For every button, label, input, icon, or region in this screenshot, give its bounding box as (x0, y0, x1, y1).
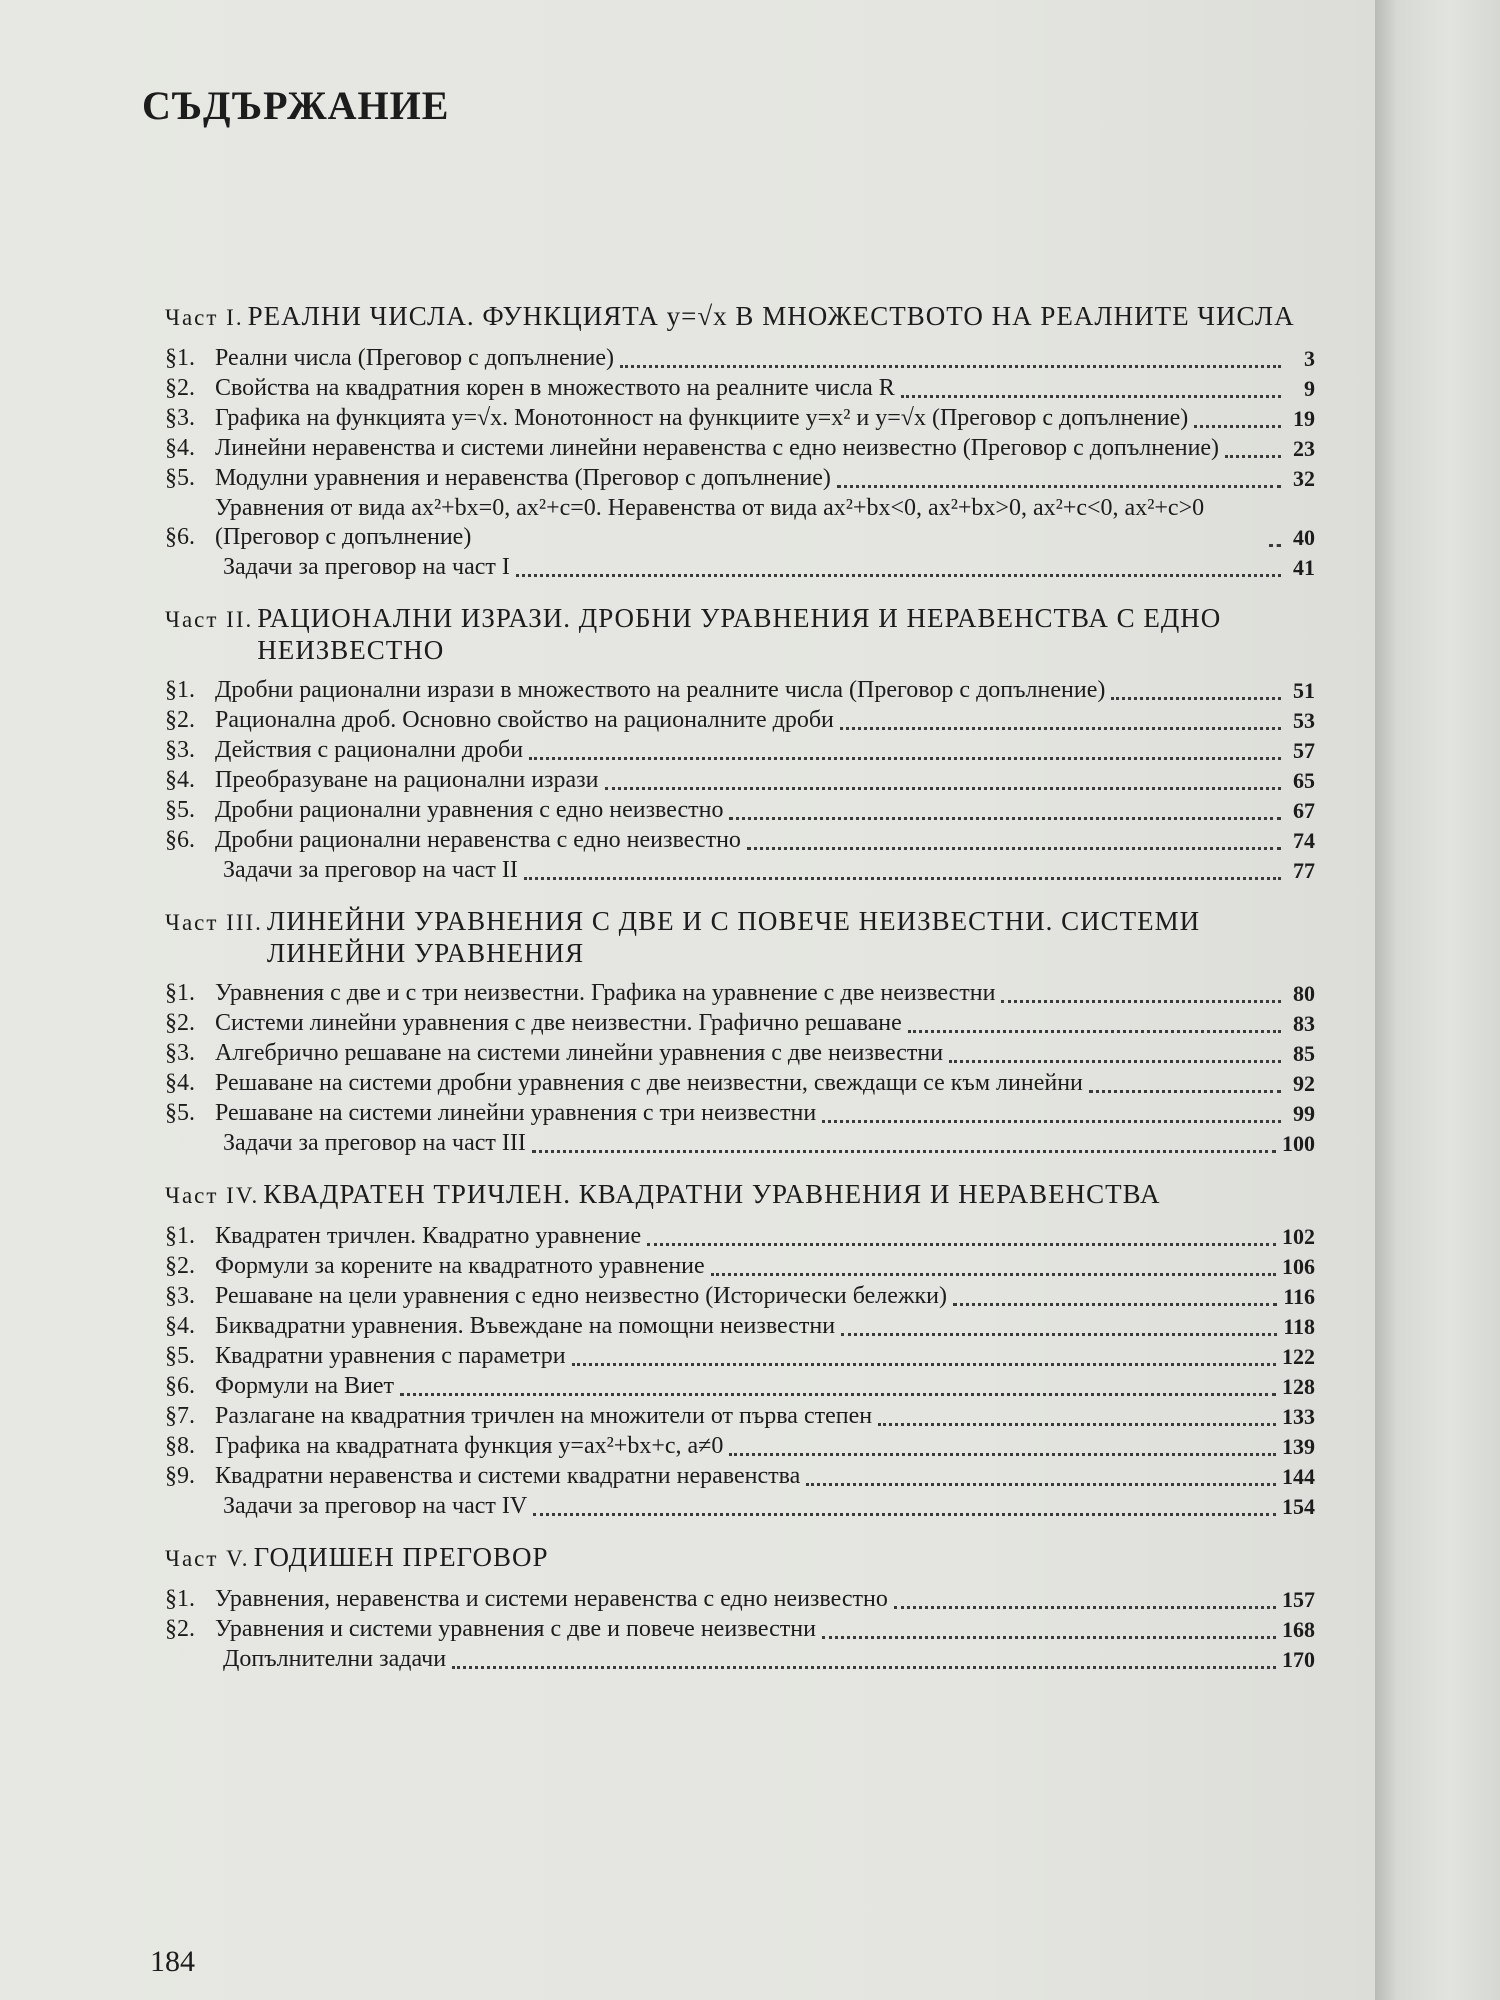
dot-leader (729, 816, 1281, 820)
section-number: §2. (165, 1253, 195, 1279)
section-title: Разлагане на квадратния тричлен на множители от първа степен (215, 1403, 873, 1429)
section-title-wrap (223, 553, 1287, 582)
section-title: Дробни рационални изрази в множеството на реалните числа (Преговор с допълнение) (215, 677, 1106, 703)
section-title-wrap (215, 676, 1287, 705)
toc-entry (165, 1222, 1315, 1251)
dot-leader (747, 846, 1281, 850)
section-title-wrap (215, 1222, 1282, 1251)
dot-leader (837, 484, 1281, 488)
section-title: Биквадратни уравнения. Въвеждане на помощни неизвестни (215, 1313, 836, 1339)
dot-leader (840, 726, 1281, 730)
section-title: Уравнения, неравенства и системи неравенства с едно неизвестно (215, 1586, 888, 1612)
section-title: Дробни рационални неравенства с едно неизвестно (215, 827, 741, 853)
section-title-wrap (223, 1645, 1282, 1674)
section-title-wrap (215, 434, 1287, 463)
section-number: §2. (165, 375, 195, 401)
toc-entry (165, 736, 1315, 765)
dot-leader (605, 786, 1282, 790)
page-ref: 154 (1282, 1494, 1315, 1519)
dot-leader (1089, 1089, 1281, 1093)
section-title-wrap (215, 766, 1287, 795)
dot-leader (806, 1482, 1276, 1486)
part-title: РЕАЛНИ ЧИСЛА. ФУНКЦИЯТА y=√x В МНОЖЕСТВОТО НА РЕАЛНИТЕ ЧИСЛА (247, 301, 1295, 331)
section-title-wrap (215, 1282, 1283, 1311)
dot-leader (1194, 424, 1281, 428)
page-number: 184 (150, 1945, 195, 1978)
section-number: §5. (165, 1100, 195, 1126)
section-number: §5. (165, 1343, 195, 1369)
page-ref: 19 (1293, 406, 1315, 431)
section-title-wrap (215, 1585, 1282, 1614)
dot-leader (822, 1635, 1276, 1639)
section-number: §3. (165, 1283, 195, 1309)
section-title-wrap (215, 826, 1287, 855)
section-title: Линейни неравенства и системи линейни неравенства с едно неизвестно (Преговор с допълнение) (215, 435, 1220, 461)
table-of-contents (165, 300, 1315, 1694)
page-ref: 116 (1283, 1284, 1315, 1309)
page-ref: 32 (1293, 466, 1315, 491)
section-title: Задачи за преговор на част IV (223, 1493, 528, 1519)
dot-leader (953, 1302, 1277, 1306)
toc-entry (165, 1009, 1315, 1038)
page-ref: 41 (1293, 555, 1315, 580)
toc-entry (165, 1585, 1315, 1614)
section-title: Квадратни уравнения с параметри (215, 1343, 566, 1369)
dot-leader (1111, 696, 1281, 700)
toc-entry (165, 1342, 1315, 1371)
page-ref: 67 (1293, 798, 1315, 823)
section-title: Задачи за преговор на част I (223, 554, 510, 580)
section-title-wrap (215, 1372, 1282, 1401)
dot-leader (841, 1332, 1277, 1336)
dot-leader (949, 1059, 1281, 1063)
toc-part (165, 300, 1315, 582)
section-number: §4. (165, 1070, 195, 1096)
section-title: Допълнителни задачи (223, 1646, 447, 1672)
toc-entry (165, 796, 1315, 825)
page-ref: 102 (1282, 1224, 1315, 1249)
part-label: Част II. (165, 607, 254, 632)
toc-entry (165, 1372, 1315, 1401)
dot-leader (647, 1242, 1276, 1246)
part-label: Част III. (165, 910, 263, 935)
page-ref: 57 (1293, 738, 1315, 763)
toc-entry (165, 1252, 1315, 1281)
section-title-wrap (215, 979, 1287, 1008)
part-label: Част IV. (165, 1183, 260, 1208)
page-ref: 9 (1304, 376, 1315, 401)
dot-leader (894, 1605, 1276, 1609)
dot-leader (620, 364, 1281, 368)
toc-entry (165, 1312, 1315, 1341)
section-title: Модулни уравнения и неравенства (Преговор с допълнение) (215, 465, 831, 491)
toc-entry (165, 434, 1315, 463)
section-title-wrap (215, 494, 1287, 552)
dot-leader (516, 573, 1281, 577)
section-title: Задачи за преговор на част II (223, 857, 518, 883)
page-ref: 77 (1293, 858, 1315, 883)
page-ref: 65 (1293, 768, 1315, 793)
section-title-wrap (215, 404, 1287, 433)
section-title-wrap (215, 1252, 1282, 1281)
page-ref: 83 (1293, 1011, 1315, 1036)
dot-leader (529, 756, 1281, 760)
section-title-wrap (215, 1462, 1282, 1491)
section-title-wrap (223, 1492, 1282, 1521)
section-title: Преобразуване на рационални изрази (215, 767, 599, 793)
dot-leader (1001, 999, 1281, 1003)
section-title: Уравнения и системи уравнения с две и повече неизвестни (215, 1616, 816, 1642)
section-title: Действия с рационални дроби (215, 737, 524, 763)
toc-entry (165, 766, 1315, 795)
toc-entry (165, 1282, 1315, 1311)
section-title-wrap (223, 856, 1287, 885)
section-number: §7. (165, 1403, 195, 1429)
section-title-wrap (215, 1342, 1282, 1371)
toc-entry (165, 374, 1315, 403)
section-title-wrap (215, 1615, 1282, 1644)
section-title: Реални числа (Преговор с допълнение) (215, 345, 615, 371)
section-number: §9. (165, 1463, 195, 1489)
dot-leader (1269, 543, 1281, 547)
part-heading (165, 905, 1315, 969)
section-number: §3. (165, 1040, 195, 1066)
page-ref: 99 (1293, 1101, 1315, 1126)
toc-entry (165, 464, 1315, 493)
page-title: СЪДЪРЖАНИЕ (142, 83, 450, 128)
page-ref: 170 (1282, 1647, 1315, 1672)
toc-entry (165, 826, 1315, 855)
section-number: §4. (165, 767, 195, 793)
section-number: §2. (165, 1010, 195, 1036)
toc-part (165, 602, 1315, 885)
part-label: Част V. (165, 1546, 250, 1571)
section-title-wrap (215, 1039, 1287, 1068)
toc-review-entry (165, 856, 1315, 885)
section-title: Рационална дроб. Основно свойство на рационалните дроби (215, 707, 834, 733)
section-title-wrap (223, 1129, 1282, 1158)
dot-leader (878, 1422, 1276, 1426)
dot-leader (572, 1362, 1276, 1366)
section-title: Квадратни неравенства и системи квадратни неравенства (215, 1463, 801, 1489)
section-title-wrap (215, 464, 1287, 493)
section-title-wrap (215, 706, 1287, 735)
part-heading (165, 300, 1315, 334)
toc-review-entry (165, 1645, 1315, 1674)
section-number: §6. (165, 1373, 195, 1399)
dot-leader (822, 1119, 1281, 1123)
toc-entry (165, 404, 1315, 433)
section-title: Алгебрично решаване на системи линейни уравнения с две неизвестни (215, 1040, 944, 1066)
toc-review-entry (165, 1129, 1315, 1158)
toc-entry (165, 1069, 1315, 1098)
toc-part (165, 1178, 1315, 1521)
page-ref: 51 (1293, 678, 1315, 703)
section-title-wrap (215, 1402, 1282, 1431)
part-label: Част I. (165, 305, 244, 330)
section-number: §1. (165, 677, 195, 703)
section-number: §2. (165, 707, 195, 733)
section-title: Задачи за преговор на част III (223, 1130, 526, 1156)
page-ref: 128 (1282, 1374, 1315, 1399)
dot-leader (524, 876, 1281, 880)
toc-entry (165, 676, 1315, 705)
section-number: §8. (165, 1433, 195, 1459)
section-title-wrap (215, 1312, 1283, 1341)
section-title: Графика на квадратната функция y=ax²+bx+c, a≠0 (215, 1433, 724, 1459)
page-ref: 106 (1282, 1254, 1315, 1279)
section-number: §4. (165, 435, 195, 461)
part-heading (165, 602, 1315, 666)
dot-leader (533, 1512, 1276, 1516)
section-title: Уравнения с две и с три неизвестни. Графика на уравнение с две неизвестни (215, 980, 996, 1006)
page-ref: 139 (1282, 1434, 1315, 1459)
page-ref: 74 (1293, 828, 1315, 853)
dot-leader (400, 1392, 1276, 1396)
section-title-wrap (215, 1432, 1282, 1461)
book-gutter (1375, 0, 1500, 2000)
part-heading (165, 1178, 1315, 1212)
section-number: §5. (165, 797, 195, 823)
section-title: Квадратен тричлен. Квадратно уравнение (215, 1223, 642, 1249)
section-title: Решаване на системи дробни уравнения с две неизвестни, свеждащи се към линейни (215, 1070, 1083, 1096)
section-title: Решаване на системи линейни уравнения с три неизвестни (215, 1100, 817, 1126)
page-ref: 100 (1282, 1131, 1315, 1156)
part-title: ГОДИШЕН ПРЕГОВОР (253, 1542, 549, 1572)
dot-leader (729, 1452, 1276, 1456)
dot-leader (711, 1272, 1276, 1276)
section-title-wrap (215, 374, 1287, 403)
section-title: Графика на функцията y=√x. Монотонност на функциите y=x² и y=√x (Преговор с допълнение) (215, 405, 1189, 431)
section-title: Формули за корените на квадратното уравнение (215, 1253, 705, 1279)
dot-leader (452, 1665, 1276, 1669)
section-number: §1. (165, 980, 195, 1006)
toc-entry (165, 1432, 1315, 1461)
section-number: §5. (165, 465, 195, 491)
section-title: Решаване на цели уравнения с едно неизвестно (Исторически бележки) (215, 1283, 948, 1309)
page-ref: 92 (1293, 1071, 1315, 1096)
toc-entry (165, 494, 1315, 552)
page-ref: 157 (1282, 1587, 1315, 1612)
part-title: РАЦИОНАЛНИ ИЗРАЗИ. ДРОБНИ УРАВНЕНИЯ И НЕРАВЕНСТВА С ЕДНО НЕИЗВЕСТНО (257, 603, 1222, 665)
dot-leader (908, 1029, 1281, 1033)
section-title: Формули на Виет (215, 1373, 395, 1399)
page-ref: 168 (1282, 1617, 1315, 1642)
dot-leader (901, 394, 1281, 398)
section-title-wrap (215, 344, 1287, 373)
part-title: КВАДРАТЕН ТРИЧЛЕН. КВАДРАТНИ УРАВНЕНИЯ И НЕРАВЕНСТВА (263, 1179, 1161, 1209)
dot-leader (1225, 454, 1281, 458)
toc-part (165, 905, 1315, 1158)
page-ref: 80 (1293, 981, 1315, 1006)
section-number: §6. (165, 827, 195, 853)
page-ref: 40 (1293, 525, 1315, 550)
section-title: Системи линейни уравнения с две неизвестни. Графично решаване (215, 1010, 902, 1036)
section-number: §3. (165, 405, 195, 431)
section-title-wrap (215, 1009, 1287, 1038)
page-ref: 144 (1282, 1464, 1315, 1489)
page-ref: 122 (1282, 1344, 1315, 1369)
section-title: Уравнения от вида ax²+bx=0, ax²+c=0. Неравенства от вида ax²+bx<0, ax²+bx>0, ax²+c<0, ax²+c>0 (Преговор с допълнение) (215, 495, 1205, 550)
page-ref: 85 (1293, 1041, 1315, 1066)
toc-review-entry (165, 553, 1315, 582)
page-ref: 133 (1282, 1404, 1315, 1429)
section-number: §4. (165, 1313, 195, 1339)
toc-entry (165, 1462, 1315, 1491)
toc-entry (165, 1402, 1315, 1431)
section-number: §1. (165, 345, 195, 371)
section-number: §3. (165, 737, 195, 763)
page-ref: 118 (1283, 1314, 1315, 1339)
toc-review-entry (165, 1492, 1315, 1521)
toc-entry (165, 979, 1315, 1008)
section-title: Свойства на квадратния корен в множеството на реалните числа R (215, 375, 895, 401)
toc-entry (165, 1099, 1315, 1128)
page-ref: 3 (1304, 346, 1315, 371)
part-heading (165, 1541, 1315, 1575)
section-title-wrap (215, 736, 1287, 765)
section-number: §1. (165, 1223, 195, 1249)
toc-entry (165, 1039, 1315, 1068)
section-title: Дробни рационални уравнения с едно неизвестно (215, 797, 724, 823)
toc-entry (165, 344, 1315, 373)
dot-leader (532, 1149, 1276, 1153)
section-number: §2. (165, 1616, 195, 1642)
page-ref: 23 (1293, 436, 1315, 461)
toc-part (165, 1541, 1315, 1674)
toc-entry (165, 706, 1315, 735)
section-title-wrap (215, 1069, 1287, 1098)
section-number: §1. (165, 1586, 195, 1612)
toc-entry (165, 1615, 1315, 1644)
page-ref: 53 (1293, 708, 1315, 733)
section-title-wrap (215, 1099, 1287, 1128)
section-title-wrap (215, 796, 1287, 825)
section-number: §6. (165, 524, 195, 550)
part-title: ЛИНЕЙНИ УРАВНЕНИЯ С ДВЕ И С ПОВЕЧЕ НЕИЗВЕСТНИ. СИСТЕМИ ЛИНЕЙНИ УРАВНЕНИЯ (266, 906, 1201, 968)
